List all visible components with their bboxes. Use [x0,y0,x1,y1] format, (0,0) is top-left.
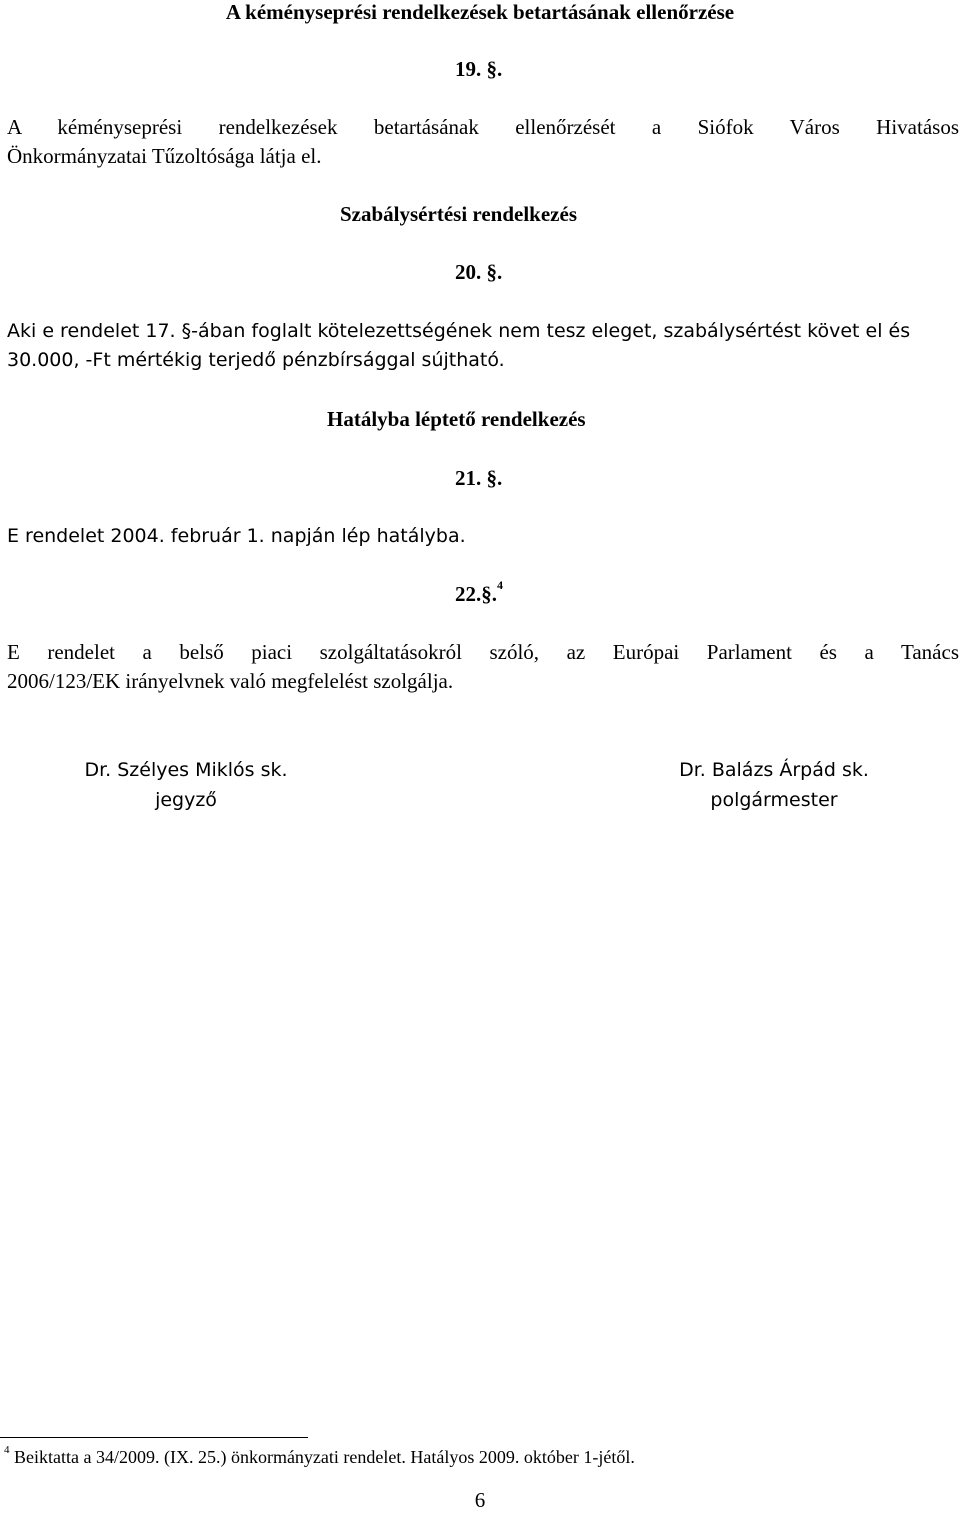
section-20-number: 20. §. [455,260,503,284]
heading-infringement-provision: Szabálysértési rendelkezés [340,202,577,226]
paragraph-20-line-2: 30.000, -Ft mértékig terjedő pénzbírsággal sújtható. [7,349,505,371]
footnote-text: Beiktatta a 34/2009. (IX. 25.) önkormányzati rendelet. Hatályos 2009. október 1-jétől. [9,1447,635,1467]
signature-left-title: jegyző [155,789,217,811]
signature-block-left [40,755,332,815]
footnote-number: 4 [4,1444,10,1456]
section-21-number: 21. §. [455,466,503,490]
signature-block-right [630,755,918,815]
paragraph-22-line-1: E rendelet a belső piaci szolgáltatásokról szóló, az Európai Parlament és a Tanács [7,640,959,664]
heading-entry-into-force: Hatályba léptető rendelkezés [327,407,586,431]
paragraph-22-line-2: 2006/123/EK irányelvnek való megfelelést szolgálja. [7,669,454,693]
section-22-label: 22.§. [455,582,497,606]
paragraph-20-line-1: Aki e rendelet 17. §-ában foglalt kötelezettségének nem tesz eleget, szabálysértést követ el és [7,320,911,342]
section-22-number [455,578,503,607]
signature-left-name: Dr. Szélyes Miklós sk. [84,759,288,781]
section-19-number: 19. §. [455,57,503,81]
footnote [4,1444,635,1468]
paragraph-21: E rendelet 2004. február 1. napján lép hatályba. [7,525,466,547]
footnote-separator [0,1437,308,1438]
signature-right-name: Dr. Balázs Árpád sk. [679,759,869,781]
footnote-reference[interactable]: 4 [497,578,503,592]
paragraph-19-line-2: Önkormányzatai Tűzoltósága látja el. [7,144,322,168]
paragraph-19-line-1: A kéményseprési rendelkezések betartásának ellenőrzését a Siófok Város Hivatásos [7,115,959,139]
signature-right-title: polgármester [710,789,838,811]
page-number: 6 [474,1488,486,1512]
heading-chimney-sweep-control: A kéményseprési rendelkezések betartásának ellenőrzése [225,0,735,24]
